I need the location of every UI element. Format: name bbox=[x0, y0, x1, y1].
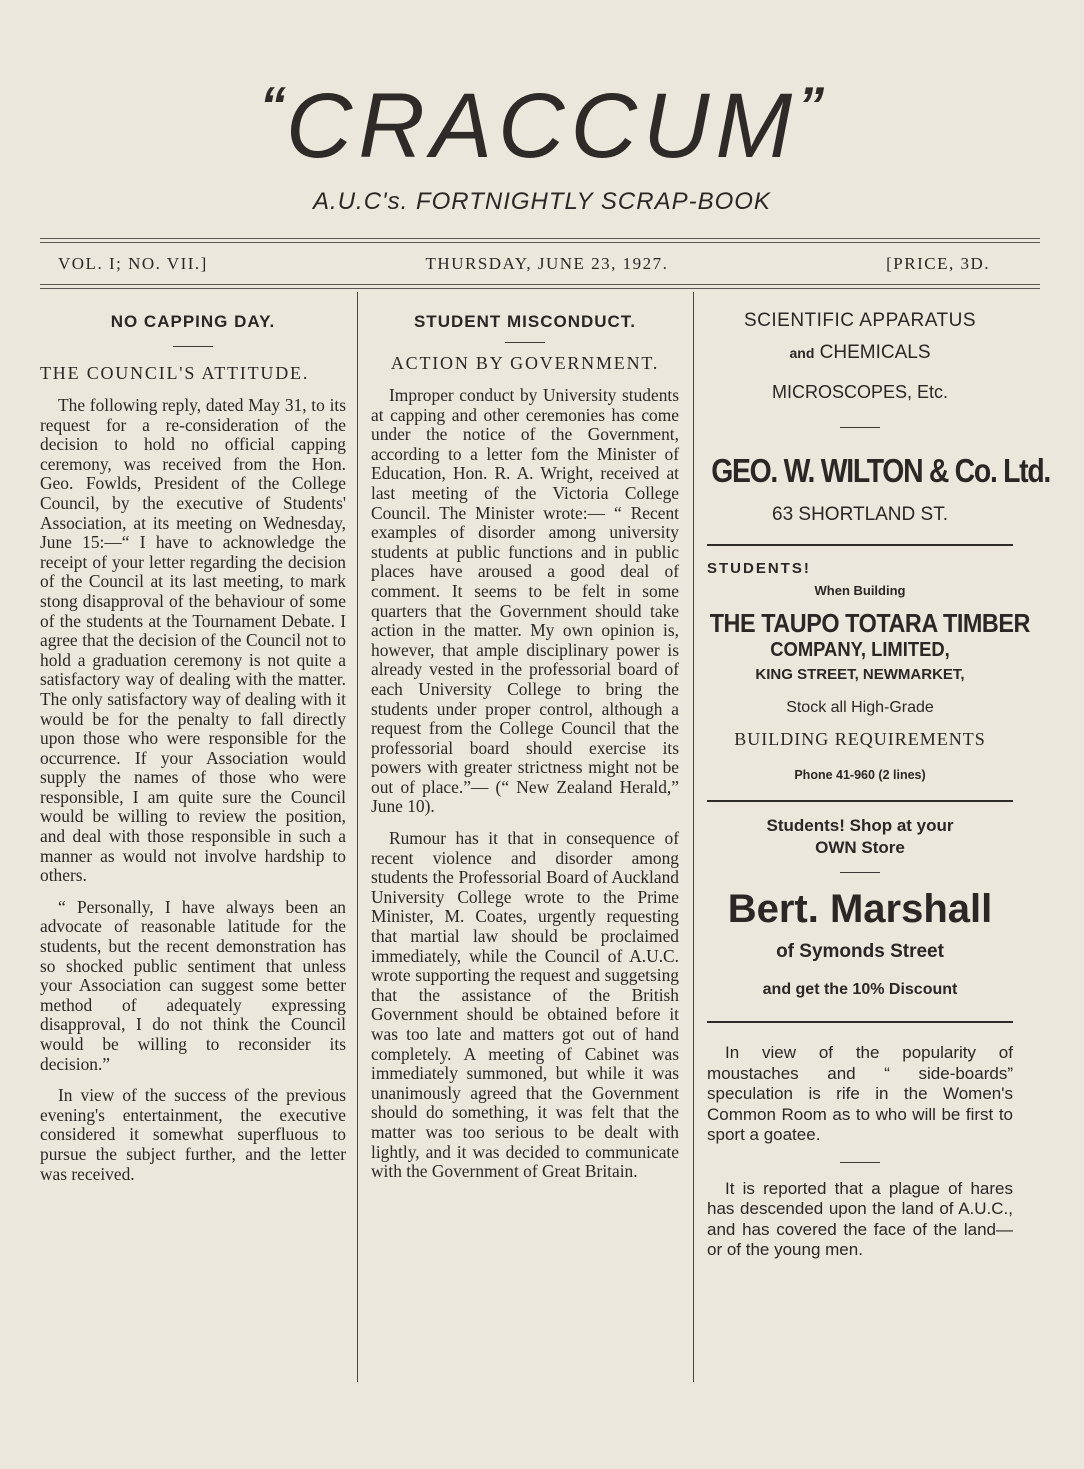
ad-marshall-discount: and get the 10% Discount bbox=[762, 981, 958, 998]
advertisements-column bbox=[707, 306, 1050, 1261]
divider bbox=[707, 800, 1013, 802]
ad-wilton-line1: SCIENTIFIC APPARATUS bbox=[743, 310, 977, 331]
masthead-title: “CRACCUM” bbox=[259, 75, 825, 177]
ad-taupo-stock: Stock all High-Grade bbox=[786, 699, 934, 716]
ad-taupo-company1: THE TAUPO TOTARA TIMBER bbox=[709, 608, 1030, 638]
divider bbox=[707, 1021, 1013, 1023]
divider bbox=[505, 342, 545, 343]
ad-taupo-when: When Building bbox=[814, 583, 906, 598]
ad-wilton-line3: MICROSCOPES, Etc. bbox=[771, 382, 949, 402]
divider bbox=[707, 544, 1013, 546]
ad-marshall-line2: OWN Store bbox=[815, 838, 905, 857]
divider bbox=[840, 427, 880, 428]
issue-price: [PRICE, 3D. bbox=[886, 254, 990, 273]
ad-wilton-address: 63 SHORTLAND ST. bbox=[772, 504, 948, 525]
masthead-title-text: CRACCUM bbox=[285, 75, 799, 177]
ad-marshall-line1: Students! Shop at your bbox=[766, 816, 954, 835]
ad-taupo-company2: COMPANY, LIMITED, bbox=[770, 639, 950, 661]
news-item-moustaches: In view of the popularity of moustaches and “ side-boards” speculation is rife in the Women's Common Room as to who will be first to sport a goatee. bbox=[707, 1043, 1013, 1144]
ad-wilton-company: GEO. W. WILTON & Co. Ltd. bbox=[711, 452, 1050, 489]
article-paragraph: “ Personally, I have always been an advocate of reasonable latitude for the students, but the recent demonstration has so shocked public sentiment that unless your Association can suggest some better method of adequately expressing disapproval, I do not think the Council would be willing to reconsider its decision.” bbox=[40, 896, 346, 1074]
dateline bbox=[58, 254, 990, 274]
ad-taupo-address: KING STREET, NEWMARKET, bbox=[755, 666, 965, 683]
divider bbox=[840, 1162, 880, 1163]
ad-taupo-requirements: BUILDING REQUIREMENTS bbox=[734, 729, 986, 749]
ad-marshall-name: Bert. Marshall bbox=[727, 887, 993, 931]
article-paragraph: The following reply, dated May 31, to its request for a re-consideration of the decision to hold no official capping ceremony, was received from the Hon. Geo. Fowlds, President of the College Council, by the executive of Students' Association, at its meeting on Wednesday, June 15:—“ I have to acknowledge the receipt of your letter regarding the decision of the Council at its last meeting, to mark stong disapproval of the behaviour of some of the students at the Tournament Debate. I agree that the decision of the Council not to hold a graduation ceremony is not quite a satisfactory way of dealing with the matter. The only satisfactory way of dealing with it would be for the penalty to fall directly upon those who were responsible for the occurrence. If your Association would supply the names of those who were responsible, I am quite sure the Council would be willing to review the position, and deal with those responsible in such a manner as would not involve hardship to others. bbox=[40, 395, 346, 886]
top-rule bbox=[40, 238, 1040, 239]
article-subheading: ACTION BY GOVERNMENT. bbox=[390, 353, 660, 373]
article-paragraph: Rumour has it that in consequence of recent violence and disorder among students the Professorial Board of Auckland University College wrote to the Prime Minister, M. Coates, urgently requesting that martial law should be proclaimed immediately, while the Council of A.U.C. wrote supporting the request and suggetsing that the assistance of the British Government should be obtained before it was too late and matters got out of hand completely. A meeting of Cabinet was immediately summoned, but while it was unanimously agreed that the Government should do something, it was felt that the matter was too serious to be dealt with lightly, and it was decided to communicate with the Government of Great Britain. bbox=[371, 828, 679, 1182]
top-rule-2 bbox=[40, 242, 1040, 243]
masthead bbox=[0, 75, 1084, 177]
masthead-subtitle: A.U.C's. FORTNIGHTLY SCRAP-BOOK bbox=[313, 188, 771, 215]
ad-marshall-street: of Symonds Street bbox=[776, 941, 944, 962]
divider bbox=[173, 346, 213, 347]
article-paragraph: Improper conduct by University students at capping and other ceremonies has come under the notice of the Government, according to a letter fom the Minister of Education, Hon. R. A. Wright, received at last meeting of the Victoria College Council. The Minister wrote:— “ Recent examples of disorder among university students at public functions and in public places have aroused a good deal of comment. It seems to be felt in some quarters that the Government should take action in the matter. My own opinion is, however, that ample disciplinary power is already vested in the professorial board of each University College to bring the students under proper control, although a request from the College Council that the professorial board should exercise its powers with greater strictness might not be out of place.”— (“ New Zealand Herald,” June 10). bbox=[371, 385, 679, 817]
article-no-capping-day bbox=[40, 306, 346, 1196]
dateline-rule bbox=[40, 284, 1040, 285]
article-subheading: THE COUNCIL'S ATTITUDE. bbox=[40, 363, 310, 383]
column-divider-2 bbox=[693, 292, 694, 1382]
issue-date: THURSDAY, JUNE 23, 1927. bbox=[425, 254, 669, 273]
ad-taupo-phone: Phone 41-960 (2 lines) bbox=[794, 768, 926, 782]
divider bbox=[840, 872, 880, 873]
column-divider-1 bbox=[357, 292, 358, 1382]
news-item-hares: It is reported that a plague of hares has descended upon the land of A.U.C., and has covered the face of the land—or of the young men. bbox=[707, 1178, 1013, 1259]
ad-wilton-line2: and CHEMICALS bbox=[789, 342, 931, 363]
article-student-misconduct bbox=[371, 306, 679, 1194]
dateline-rule-2 bbox=[40, 288, 1040, 289]
ad-taupo-students: STUDENTS! bbox=[707, 560, 811, 577]
article-paragraph: In view of the success of the previous evening's entertainment, the executive considered it somewhat superfluous to pursue the subject further, and the letter was received. bbox=[40, 1085, 346, 1184]
article-heading: STUDENT MISCONDUCT. bbox=[413, 312, 637, 331]
volume-number: VOL. I; NO. VII.] bbox=[58, 254, 208, 273]
article-heading: NO CAPPING DAY. bbox=[110, 312, 276, 331]
